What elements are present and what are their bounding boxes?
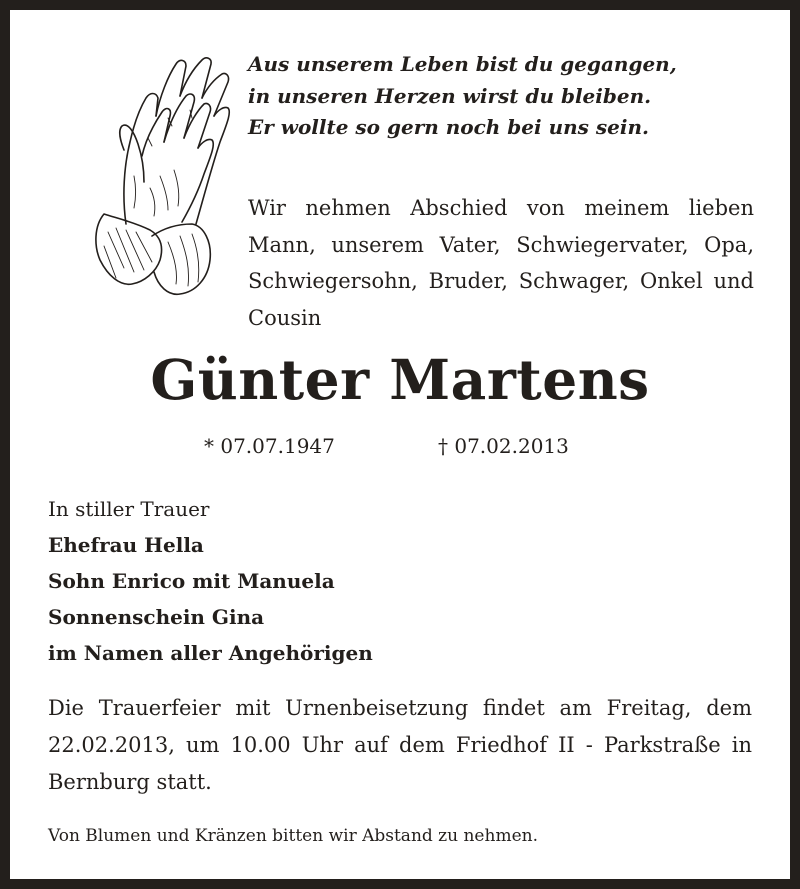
mourners-intro: In stiller Trauer: [48, 497, 210, 521]
mourner-name: Ehefrau Hella: [48, 533, 204, 557]
poem-line: Aus unserem Leben bist du gegangen,: [248, 52, 677, 76]
mourners-list: [48, 491, 648, 671]
deceased-name: Günter Martens: [150, 347, 650, 412]
poem-line: Er wollte so gern noch bei uns sein.: [248, 115, 649, 139]
birth-date: * 07.07.1947: [204, 434, 335, 458]
flowers-request: Von Blumen und Kränzen bitten wir Abstand zu nehmen.: [48, 826, 538, 846]
mourner-name: im Namen aller Angehörigen: [48, 641, 373, 665]
poem-line: in unseren Herzen wirst du bleiben.: [248, 83, 652, 108]
farewell-text: Wir nehmen Abschied von meinem lieben Mann, unserem Vater, Schwiegervater, Opa, Schwiegersohn, Bruder, Schwager, Onkel und Cousin: [248, 196, 754, 330]
death-date: † 07.02.2013: [438, 434, 569, 458]
mourner-name: Sohn Enrico mit Manuela: [48, 569, 335, 593]
praying-hands-icon: [64, 46, 244, 306]
funeral-service-details: Die Trauerfeier mit Urnenbeisetzung findet am Freitag, dem 22.02.2013, um 10.00 Uhr auf dem Friedhof II - Parkstraße in Bernburg statt.: [48, 696, 752, 794]
mourner-name: Sonnenschein Gina: [48, 605, 265, 629]
memorial-poem: [248, 49, 778, 144]
